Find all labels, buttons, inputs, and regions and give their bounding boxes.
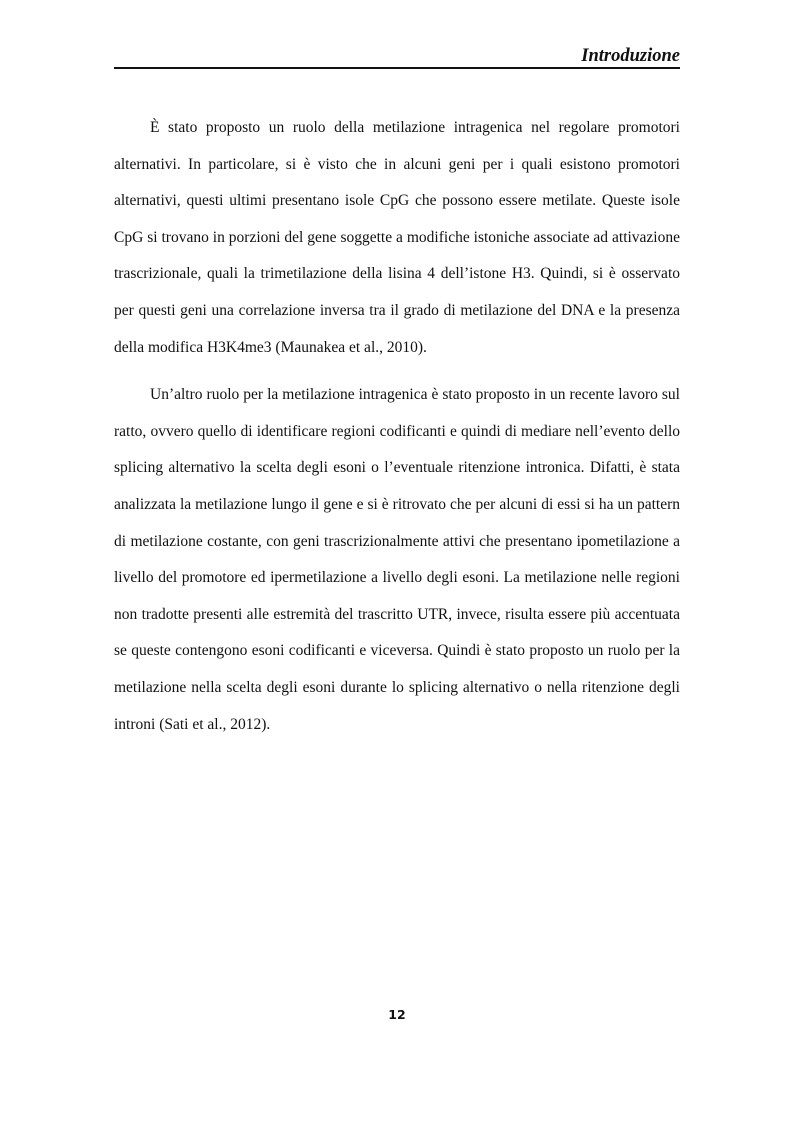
paragraph-1: È stato proposto un ruolo della metilazione intragenica nel regolare promotori alternativi. In particolare, si è visto che in alcuni geni per i quali esistono promotori alternativi, questi ultimi presentano isole CpG che possono essere metilate. Queste isole CpG si trovano in porzioni del gene soggette a modifiche istoniche associate ad attivazione trascrizionale, quali la trimetilazione della lisina 4 dell’istone H3. Quindi, si è osservato per questi geni una correlazione inversa tra il grado di metilazione del DNA e la presenza della modifica H3K4me3 (Maunakea et al., 2010). xyxy=(114,119,680,356)
paragraph-2: Un’altro ruolo per la metilazione intragenica è stato proposto in un recente lavoro sul ratto, ovvero quello di identificare regioni codificanti e quindi di mediare nell’evento dello splicing alternativo la scelta degli esoni o l’eventuale ritenzione intronica. Difatti, è stata analizzata la metilazione lungo il gene e si è ritrovato che per alcuni di essi si ha un pattern di metilazione costante, con geni trascrizionalmente attivi che presentano ipometilazione a livello del promotore ed ipermetilazione a livello degli esoni. La metilazione nelle regioni non tradotte presenti alle estremità del trascritto UTR, invece, risulta essere più accentuata se queste contengono esoni codificanti e viceversa. Quindi è stato proposto un ruolo per la metilazione nella scelta degli esoni durante lo splicing alternativo o nella ritenzione degli introni (Sati et al., 2012). xyxy=(114,386,680,733)
body-text xyxy=(114,110,680,743)
header-rule xyxy=(114,67,680,69)
running-header-title: Introduzione xyxy=(581,46,680,66)
page-number: 12 xyxy=(388,1007,406,1022)
